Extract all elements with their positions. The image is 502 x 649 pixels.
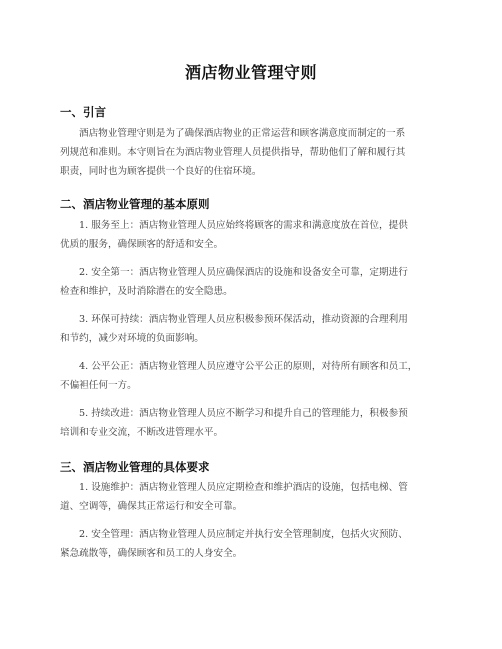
paragraph: [60, 357, 445, 395]
paragraph-line: 不偏袒任何一方。: [60, 380, 137, 391]
paragraph-line: 培训和专业交流，不断改进管理水平。: [60, 427, 224, 438]
paragraph-line: 检查和维护，及时消除潜在的安全隐患。: [60, 286, 233, 297]
document-title: 酒店物业管理守则: [184, 63, 317, 82]
paragraph-line: 5. 持续改进：酒店物业管理人员应不断学习和提升自己的管理能力，积极参预: [79, 408, 408, 419]
paragraph: [60, 124, 445, 181]
paragraph-line: 道、空调等，确保其正常运行和安全可靠。: [60, 501, 243, 512]
paragraph-line: 职责，同时也为顾客提供一个良好的住宿环境。: [60, 166, 262, 177]
section-heading-requirements: 三、酒店物业管理的具体要求: [60, 460, 210, 474]
paragraph-line: 紧急疏散等，确保顾客和员工的人身安全。: [60, 548, 243, 559]
paragraph: [60, 525, 445, 563]
paragraph-line: 列规范和准则。本守则旨在为酒店物业管理人员提供指导，帮助他们了解和履行其: [60, 147, 406, 158]
paragraph: [60, 478, 445, 516]
paragraph-line: 4. 公平公正：酒店物业管理人员应遵守公平公正的原则，对待所有顾客和员工，: [79, 361, 418, 372]
paragraph-line: 和节约，减少对环境的负面影响。: [60, 333, 204, 344]
paragraph-line: 2. 安全第一：酒店物业管理人员应确保酒店的设施和设备安全可靠，定期进行: [79, 267, 408, 278]
paragraph: [60, 404, 445, 442]
paragraph-line: 3. 环保可持续：酒店物业管理人员应积极参预环保活动，推动资源的合理利用: [79, 314, 408, 325]
section-heading-intro: 一、引言: [60, 105, 106, 119]
paragraph-line: 1. 服务至上：酒店物业管理人员应始终将顾客的需求和满意度放在首位，提供: [79, 220, 408, 231]
paragraph-line: 2. 安全管理：酒店物业管理人员应制定并执行安全管理制度，包括火灾预防、: [79, 529, 408, 540]
section-heading-principles: 二、酒店物业管理的基本原则: [60, 197, 210, 211]
paragraph-line: 优质的服务，确保顾客的舒适和安全。: [60, 239, 224, 250]
paragraph-line: 酒店物业管理守则是为了确保酒店物业的正常运营和顾客满意度而制定的一系: [79, 128, 406, 139]
paragraph: [60, 216, 445, 254]
paragraph: [60, 263, 445, 301]
paragraph-line: 1. 设施维护：酒店物业管理人员应定期检查和维护酒店的设施，包括电梯、管: [79, 482, 408, 493]
paragraph: [60, 310, 445, 348]
